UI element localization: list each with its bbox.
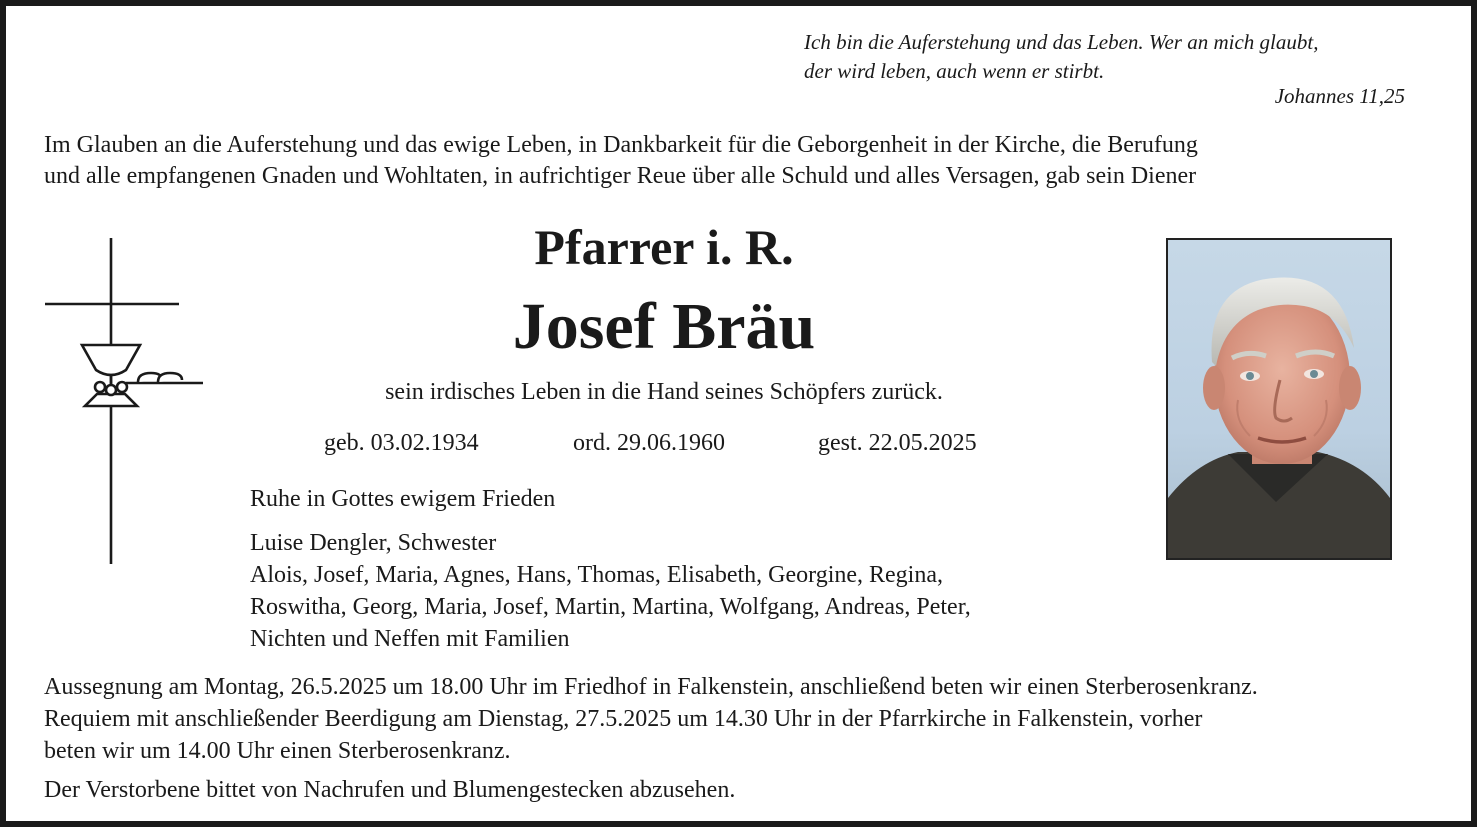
mourner-line: Nichten und Neffen mit Familien	[250, 626, 570, 652]
mourner-line: Roswitha, Georg, Maria, Josef, Martin, Martina, Wolfgang, Andreas, Peter,	[250, 594, 971, 620]
cross-chalice-icon	[36, 234, 211, 574]
intro-line-1: Im Glauben an die Auferstehung und das ewige Leben, in Dankbarkeit für die Geborgenheit in der Kirche, die Berufung	[44, 132, 1198, 158]
mourners-list	[250, 527, 971, 655]
closing-note: Der Verstorbene bittet von Nachrufen und Blumengestecken abzusehen.	[44, 777, 736, 803]
bible-verse	[804, 28, 1318, 86]
bible-verse-line-1: Ich bin die Auferstehung und das Leben. Wer an mich glaubt,	[804, 30, 1319, 54]
funeral-line: beten wir um 14.00 Uhr einen Sterberosenkranz.	[44, 738, 511, 764]
rest-in-peace-text: Ruhe in Gottes ewigem Frieden	[250, 486, 556, 512]
portrait-photo	[1166, 238, 1392, 560]
mourner-line: Alois, Josef, Maria, Agnes, Hans, Thomas, Elisabeth, Georgine, Regina,	[250, 562, 943, 588]
bible-verse-reference: Johannes 11,25	[1274, 84, 1405, 108]
intro-line-2: und alle empfangenen Gnaden und Wohltaten, in aufrichtiger Reue über alle Schuld und alles Versagen, gab sein Diener	[44, 163, 1197, 189]
returned-text: sein irdisches Leben in die Hand seines Schöpfers zurück.	[385, 379, 943, 405]
death-date: gest. 22.05.2025	[818, 430, 977, 456]
mourner-line: Luise Dengler, Schwester	[250, 530, 497, 556]
funeral-line: Aussegnung am Montag, 26.5.2025 um 18.00 Uhr im Friedhof in Falkenstein, anschließend beten wir einen Sterberosenkranz.	[44, 674, 1258, 700]
intro-paragraph	[44, 130, 1198, 192]
funeral-line: Requiem mit anschließender Beerdigung am Dienstag, 27.5.2025 um 14.30 Uhr in der Pfarrkirche in Falkenstein, vorher	[44, 706, 1203, 732]
bible-verse-line-2: der wird leben, auch wenn er stirbt.	[804, 59, 1105, 83]
funeral-details	[44, 671, 1258, 767]
deceased-title: Pfarrer i. R.	[534, 219, 794, 275]
birth-date: geb. 03.02.1934	[324, 430, 479, 456]
ordination-date: ord. 29.06.1960	[573, 430, 725, 456]
deceased-name: Josef Bräu	[512, 290, 816, 363]
